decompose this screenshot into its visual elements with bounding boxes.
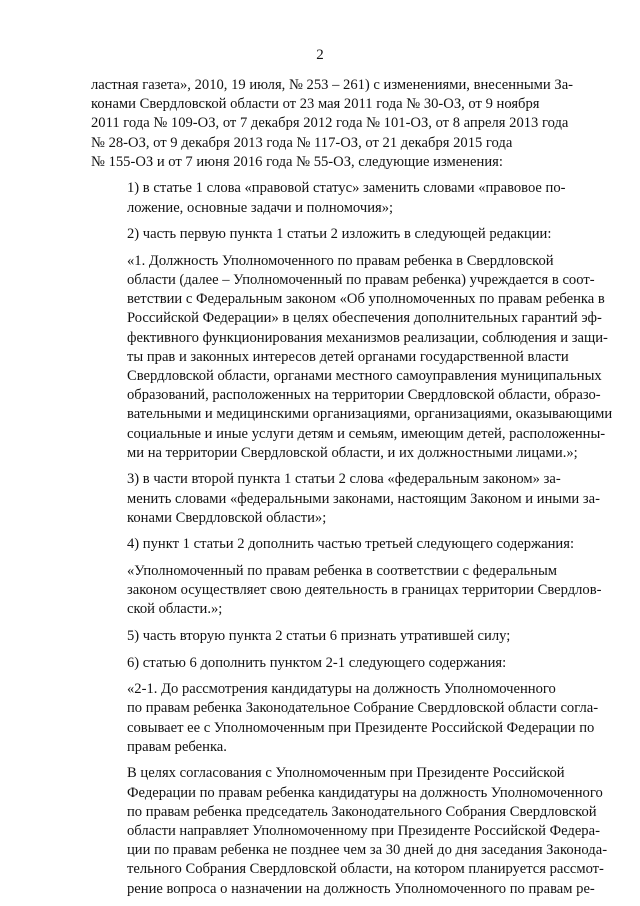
text-line: области (далее – Уполномоченный по правам ребенка) учреждается в соот- <box>127 272 595 288</box>
text-line: ты прав и законных интересов детей органами государственной власти <box>127 348 569 365</box>
text-line: законом осуществляет свою деятельность в границах территории Свердлов- <box>127 582 602 599</box>
paragraph-item-6 <box>91 654 597 673</box>
text-line: тельного Собрания Свердловской области, на котором планируется рассмот- <box>127 861 604 878</box>
text-line: № 28-ОЗ, от 9 декабря 2013 года № 117-ОЗ, от 21 декабря 2015 года <box>91 134 513 151</box>
text-line: менить словами «федеральными законами, настоящим Законом и иными за- <box>127 490 600 507</box>
text-line: 5) часть вторую пункта 2 статьи 6 признать утратившей силу; <box>127 628 511 645</box>
text-line: В целях согласования с Уполномоченным при Президенте Российской <box>127 765 565 782</box>
paragraph-quote-3 <box>91 680 597 757</box>
text-line: Федерации по правам ребенка кандидатуры на должность Уполномоченного <box>127 784 603 801</box>
text-line: 2) часть первую пункта 1 статьи 2 изложить в следующей редакции: <box>127 226 552 243</box>
paragraph-item-4 <box>91 535 597 554</box>
text-line: ветствии с Федеральным законом «Об уполномоченных по правам ребенка в <box>127 291 605 308</box>
text-line: социальные и иные услуги детям и семьям, имеющим детей, расположенны- <box>127 425 606 442</box>
text-line: «1. Должность Уполномоченного по правам ребенка в Свердловской <box>127 252 554 269</box>
text-line: 4) пункт 1 статьи 2 дополнить частью третьей следующего содержания: <box>127 536 575 553</box>
text-line: по правам ребенка Законодательное Собрание Свердловской области согла- <box>127 700 599 717</box>
text-line: ложение, основные задачи и полномочия»; <box>127 199 394 216</box>
paragraph-item-1 <box>91 179 597 217</box>
text-line: «2-1. До рассмотрения кандидатуры на должность Уполномоченного <box>127 681 556 698</box>
text-line: 2011 года № 109-ОЗ, от 7 декабря 2012 года № 101-ОЗ, от 8 апреля 2013 года <box>91 115 569 132</box>
text-line: № 155-ОЗ и от 7 июня 2016 года № 55-ОЗ, следующие изменения: <box>91 153 503 170</box>
text-line: ми на территории Свердловской области, и их должностными лицами.»; <box>127 444 578 461</box>
text-line: по правам ребенка председатель Законодательного Собрания Свердловской <box>127 803 597 820</box>
text-line: области направляет Уполномоченному при Президенте Российской Федера- <box>127 823 600 840</box>
text-line: правам ребенка. <box>127 738 227 755</box>
paragraph-item-2 <box>91 225 597 244</box>
text-line: 6) статью 6 дополнить пунктом 2-1 следующего содержания: <box>127 654 507 671</box>
paragraph-coordination <box>91 764 608 898</box>
page-number: 2 <box>316 47 324 63</box>
paragraph-item-3 <box>91 470 600 528</box>
text-line: фективного функционирования механизмов реализации, соблюдения и защи- <box>127 329 608 346</box>
text-line: ластная газета», 2010, 19 июля, № 253 – 261) с изменениями, внесенными За- <box>91 77 574 93</box>
text-line: 1) в статье 1 слова «правовой статус» заменить словами «правовое по- <box>127 180 566 197</box>
paragraph-quote-2 <box>91 562 602 620</box>
document-body <box>91 76 613 906</box>
text-line: «Уполномоченный по правам ребенка в соответствии с федеральным <box>127 563 558 580</box>
paragraph-item-5 <box>91 627 597 646</box>
text-line: 3) в части второй пункта 1 статьи 2 слова «федеральным законом» за- <box>127 471 561 488</box>
text-line: образований, расположенных на территории Свердловской области, образо- <box>127 387 601 404</box>
text-line: вательными и медицинскими организациями, организациями, оказывающими <box>127 406 613 423</box>
text-line: совывает ее с Уполномоченным при Президенте Российской Федерации по <box>127 719 595 736</box>
text-line: ской области.»; <box>127 601 223 618</box>
text-line: конами Свердловской области»; <box>127 509 327 526</box>
paragraph-intro <box>91 76 597 172</box>
text-line: Свердловской области, органами местного самоуправления муниципальных <box>127 368 602 385</box>
text-line: Российской Федерации» в целях обеспечения дополнительных гарантий эф- <box>127 310 602 327</box>
text-line: ции по правам ребенка не позднее чем за 30 дней до дня заседания Законода- <box>127 842 608 859</box>
text-line: рение вопроса о назначении на должность Уполномоченного по правам ре- <box>127 880 595 897</box>
text-line: конами Свердловской области от 23 мая 2011 года № 30-ОЗ, от 9 ноября <box>91 96 540 113</box>
paragraph-quote-1 <box>91 252 613 463</box>
